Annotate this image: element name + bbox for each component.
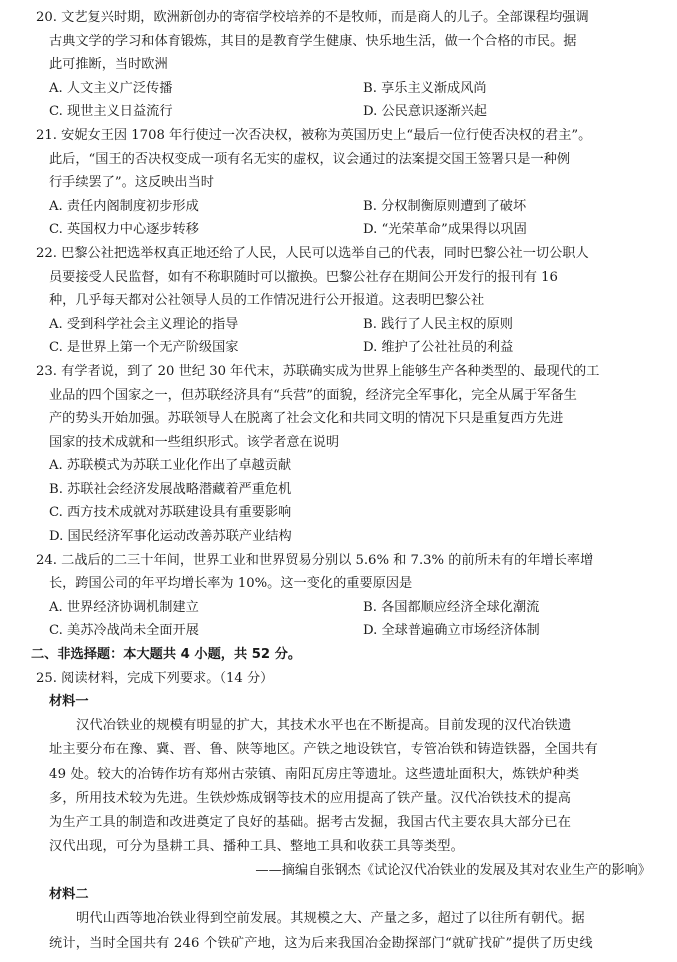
material-2-body: [36, 907, 659, 955]
option-d[interactable]: D. 公民意识逐渐兴起: [363, 104, 487, 120]
question-stem-line: 产的势头开始加强。苏联领导人在脱离了社会文化和共同文明的情况下只是重复西方先进: [49, 411, 564, 427]
question-stem-line: 此后，“国王的否决权变成一项有名无实的虚权，议会通过的法案提交国王签署只是一种例: [49, 151, 571, 167]
material-line: 址主要分布在豫、冀、晋、鲁、陕等地区。产铁之地设铁官，专管冶铁和铸造铁器，全国共有: [49, 742, 598, 758]
option-c[interactable]: C. 是世界上第一个无产阶级国家: [49, 340, 239, 356]
option-b[interactable]: B. 各国都顺应经济全球化潮流: [363, 599, 540, 615]
material-line: 多，所用技术较为先进。生铁炒炼成钢等技术的应用提高了铁产量。汉代冶铁技术的提高: [49, 790, 572, 806]
question-stem-line: 22. 巴黎公社把选举权真正地还给了人民，人民可以选举自己的代表，同时巴黎公社一切公职人: [36, 245, 589, 261]
question-21: [36, 124, 659, 242]
question-stem-line: 长，跨国公司的年平均增长率为 10%。这一变化的重要原因是: [49, 576, 413, 592]
option-c[interactable]: C. 英国权力中心逐步转移: [49, 222, 199, 238]
answer-options: [36, 313, 659, 360]
question-24: [36, 549, 659, 643]
option-b[interactable]: B. 享乐主义渐成风尚: [363, 80, 487, 96]
material-line: 统计，当时全国共有 246 个铁矿产地，这为后来我国冶金勘探部门“就矿找矿”提供了历史线: [49, 935, 593, 951]
question-stem-line: 业品的四个国家之一，但苏联经济具有“兵营”的面貌，经济完全军事化，完全从属于军备生: [49, 387, 577, 403]
material-2-title: 材料二: [49, 887, 89, 903]
option-a[interactable]: A. 人文主义广泛传播: [49, 80, 173, 96]
option-a[interactable]: A. 责任内阁制度初步形成: [49, 198, 199, 214]
question-stem-line: 种，几乎每天都对公社领导人员的工作情况进行公开报道。这表明巴黎公社: [49, 293, 485, 309]
answer-options: [36, 596, 659, 643]
option-c[interactable]: C. 西方技术成就对苏联建设具有重要影响: [49, 505, 292, 521]
material-line: 49 处。较大的冶铸作坊有郑州古荥镇、南阳瓦房庄等遗址。这些遗址面积大，炼铁炉种类: [49, 766, 580, 782]
option-a[interactable]: A. 世界经济协调机制建立: [49, 599, 199, 615]
question-stem-line: 25. 阅读材料，完成下列要求。（14 分）: [36, 670, 274, 686]
option-b[interactable]: B. 苏联社会经济发展战略潜藏着严重危机: [49, 481, 292, 497]
material-1-body: [36, 714, 659, 859]
question-20: [36, 6, 659, 124]
option-d[interactable]: D. “光荣革命”成果得以巩固: [363, 222, 527, 238]
question-stem-line: 古典文学的学习和体育锻炼，其目的是教育学生健康、快乐地生活，做一个合格的市民。据: [49, 33, 577, 49]
option-b[interactable]: B. 分权制衡原则遭到了破坏: [363, 198, 527, 214]
material-line: 明代山西等地冶铁业得到空前发展。其规模之大、产量之多，超过了以往所有朝代。据: [76, 911, 585, 927]
answer-options: [36, 454, 659, 548]
question-stem-line: 24. 二战后的二三十年间，世界工业和世界贸易分别以 5.6% 和 7.3% 的前所未有的年增长率增: [36, 552, 594, 568]
question-22: [36, 242, 659, 360]
answer-options: [36, 77, 659, 124]
material-line: 为生产工具的制造和改进奠定了良好的基础。据考古发掘，我国古代主要农具大部分已在: [49, 815, 572, 831]
question-stem-line: 行手续罢了”。这反映出当时: [49, 175, 214, 191]
question-stem-line: 员要接受人民监督，如有不称职随时可以撤换。巴黎公社存在期间公开发行的报刊有 16: [49, 269, 558, 285]
section-heading: 二、非选择题：本大题共 4 小题，共 52 分。: [31, 647, 302, 663]
option-b[interactable]: B. 践行了人民主权的原则: [363, 316, 513, 332]
material-1-source: ——摘编自张钢杰《试论汉代冶铁业的发展及其对农业生产的影响》: [255, 863, 651, 879]
question-stem-line: 21. 安妮女王因 1708 年行使过一次否决权，被称为英国历史上“最后一位行使否决权的君主”。: [36, 127, 592, 143]
material-1-title: 材料一: [49, 694, 89, 710]
question-stem-line: 此可推断，当时欧洲: [49, 57, 168, 73]
option-c[interactable]: C. 现世主义日益流行: [49, 104, 173, 120]
option-d[interactable]: D. 全球普遍确立市场经济体制: [363, 623, 540, 639]
question-stem-line: 23. 有学者说，到了 20 世纪 30 年代末，苏联确实成为世界上能够生产各种类型的、最现代的工: [36, 363, 600, 379]
material-line: 汉代冶铁业的规模有明显的扩大，其技术水平也在不断提高。目前发现的汉代冶铁遗: [76, 718, 572, 734]
option-d[interactable]: D. 维护了公社社员的利益: [363, 340, 514, 356]
option-a[interactable]: A. 苏联模式为苏联工业化作出了卓越贡献: [49, 458, 292, 474]
option-d[interactable]: D. 国民经济军事化运动改善苏联产业结构: [49, 529, 292, 545]
option-a[interactable]: A. 受到科学社会主义理论的指导: [49, 316, 239, 332]
question-25: [36, 667, 659, 956]
question-23: [36, 360, 659, 549]
question-stem-line: 国家的技术成就和一些组织形式。该学者意在说明: [49, 434, 340, 450]
material-line: 汉代出现，可分为垦耕工具、播种工具、整地工具和收获工具等类型。: [49, 839, 465, 855]
option-c[interactable]: C. 美苏冷战尚未全面开展: [49, 623, 199, 639]
question-stem-line: 20. 文艺复兴时期，欧洲新创办的寄宿学校培养的不是牧师，而是商人的儿子。全部课程均强调: [36, 10, 589, 25]
answer-options: [36, 195, 659, 242]
